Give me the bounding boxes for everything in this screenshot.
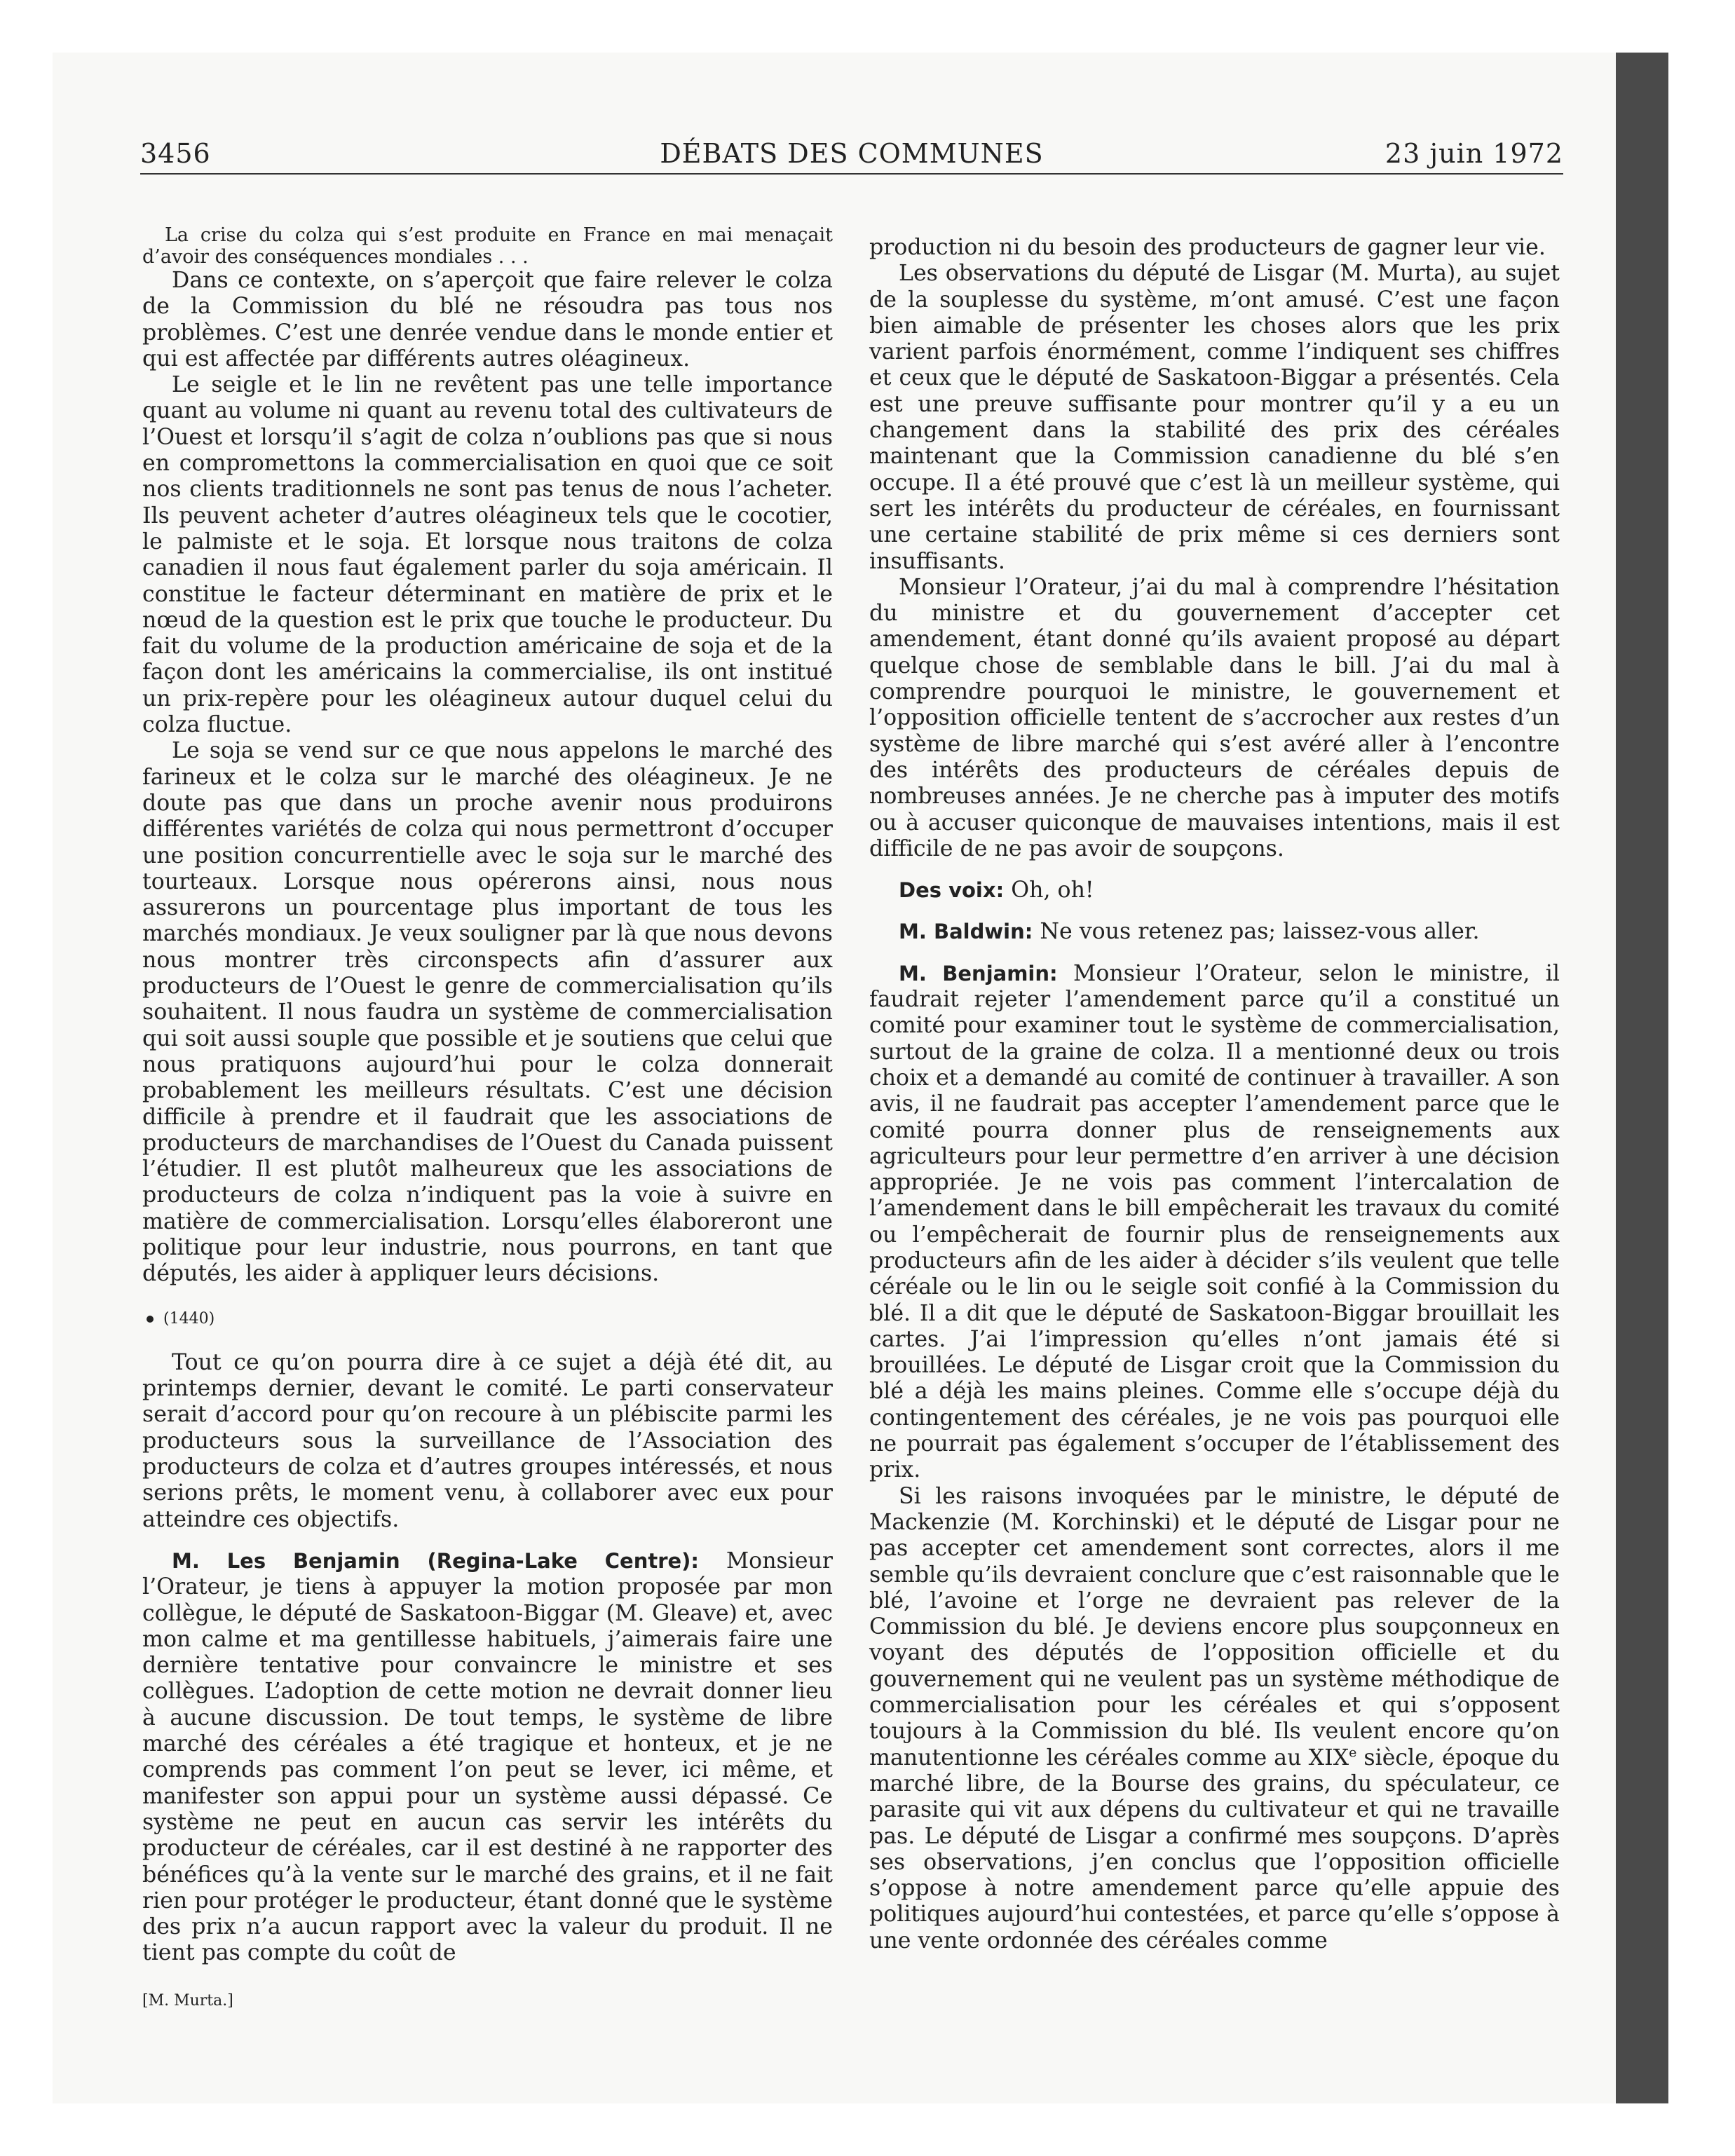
speech	[869, 919, 1560, 945]
paragraph-text-a: Si les raisons invoquées par le ministre, le député de Mackenzie (M. Korchinski) et le député de Lisgar pour ne pas accepter cet amendement sont correctes, alors il me semble qu’ils devraient conclure que c’est raisonnable que le blé, l’avoine et l’orge ne devraient pas relever de la Commission du blé. Je deviens encore plus soupçonneux en voyant des députés de l’opposition officielle et du gouvernement qui ne veulent pas un système méthodique de commercialisation pour les céréales et qui s’opposent toujours à la Commission du blé. Ils veulent encore qu’on manutentionne les céréales comme au XIX	[869, 1483, 1560, 1770]
page-number: 3456	[140, 138, 211, 169]
time-marker	[147, 1306, 833, 1332]
block-quote	[142, 224, 833, 268]
page-header	[140, 137, 1563, 175]
quote-line-1: La crise du colza qui s’est produite en France en mai menaçait	[165, 224, 833, 246]
bullet-icon	[147, 1316, 154, 1323]
superscript: e	[1349, 1745, 1357, 1761]
right-column	[869, 235, 1560, 1954]
speech	[142, 1548, 833, 1967]
paragraph: Le seigle et le lin ne revêtent pas une telle importance quant au volume ni quant au revenu total des cultivateurs de l’Ouest et lorsqu’il s’agit de colza n’oublions pas que si nous en compromettons la commercialisation en quoi que ce soit nos clients traditionnels ne sont pas tenus de nous l’acheter. Ils peuvent acheter d’autres oléagineux tels que le cocotier, le palmiste et le soja. Et lorsque nous traitons de colza canadien il nous faut également parler du soja américain. Il constitue le facteur déterminant en matière de prix et le nœud de la question est le prix que touche le producteur. Du fait du volume de la production américaine de soja et de la façon dont les américains la commercialise, ils ont institué un prix-repère pour les oléagineux autour duquel celui du colza fluctue.	[142, 372, 833, 738]
speaker-name: M. Baldwin:	[899, 920, 1033, 944]
page-date: 23 juin 1972	[1384, 138, 1563, 169]
scan-dark-edge	[1616, 53, 1668, 2103]
speaker-name: Des voix:	[899, 878, 1005, 903]
speech-text: Ne vous retenez pas; laissez-vous aller.	[1040, 919, 1480, 945]
left-column	[142, 224, 833, 2014]
paragraph: Tout ce qu’on pourra dire à ce sujet a déjà été dit, au printemps dernier, devant le comité. Le parti conservateur serait d’accord pour qu’on recoure à un plébiscite parmi les producteurs sous la surveillance de l’Association des producteurs de colza et d’autres groupes intéressés, et nous serions prêts, le moment venu, à collaborer avec eux pour atteindre ces objectifs.	[142, 1349, 833, 1532]
speech-text: Monsieur l’Orateur, selon le ministre, il faudrait rejeter l’amendement parce qu’il a constitué un comité pour examiner tout le système de commercialisation, surtout de la graine de colza. Il a mentionné deux ou trois choix et a demandé au comité de continuer à travailler. A son avis, il ne faudrait pas accepter l’amendement parce que le comité pourra donner plus de renseignements aux agriculteurs pour leur permettre d’en arriver à une décision appropriée. Je ne vois pas comment l’intercalation de l’amendement dans le bill empêcherait les travaux du comité ou l’empêcherait de fournir plus de renseignements aux producteurs afin de les aider à décider s’ils veulent que telle céréale ou le lin ou le seigle soit confié à la Commission du blé. Il a dit que le député de Saskatoon-Biggar brouillait les cartes. J’ai l’impression qu’elles n’ont jamais été si brouillées. Le député de Lisgar croit que la Commission du blé a déjà les mains pleines. Comme elle s’occupe déjà du contingentement des céréales, je ne vois pas pourquoi elle ne pourrait pas également s’occuper de l’établissement des prix.	[869, 960, 1560, 1483]
speech	[869, 878, 1560, 903]
publication-title: DÉBATS DES COMMUNES	[660, 138, 1044, 169]
paragraph: Le soja se vend sur ce que nous appelons le marché des farineux et le colza sur le marché des oléagineux. Je ne doute pas que dans un proche avenir nous produirons différentes variétés de colza qui nous permettront d’occuper une position concurrentielle avec le soja sur le marché des tourteaux. Lorsque nous opérerons ainsi, nous nous assurerons un pourcentage plus important de tous les marchés mondiaux. Je veux souligner par là que nous devons nous montrer très circonspects afin d’assurer aux producteurs de l’Ouest le genre de commercialisation qu’ils souhaitent. Il nous faudra un système de commercialisation qui soit aussi souple que possible et je soutiens que celui que nous pratiquons aujourd’hui pour le colza donnerait probablement les meilleurs résultats. C’est une décision difficile à prendre et il faudrait que les associations de producteurs de marchandises de l’Ouest du Canada puissent l’étudier. Il est plutôt malheureux que les associations de producteurs de colza n’indiquent pas la voie à suivre en matière de commercialisation. Lorsqu’elles élaboreront une politique pour leur industrie, nous pourrons, en tant que députés, les aider à appliquer leurs décisions.	[142, 738, 833, 1287]
paragraph-text-b: siècle, époque du marché libre, de la Bourse des grains, du spéculateur, ce parasite qui vit aux dépens du cultivateur et qui ne travaille pas. Le député de Lisgar a confirmé mes soupçons. D’après ses observations, j’en conclus que l’opposition officielle s’oppose à notre amendement parce qu’elle appuie des politiques aujourd’hui contestées, et parce qu’elle s’oppose à une vente ordonnée des céréales comme	[869, 1745, 1560, 1953]
paragraph: Monsieur l’Orateur, j’ai du mal à comprendre l’hésitation du ministre et du gouvernement d’accepter cet amendement, étant donné qu’ils avaient proposé au départ quelque chose de semblable dans le bill. J’ai du mal à comprendre pourquoi le ministre, le gouvernement et l’opposition officielle tentent de s’accrocher aux restes d’un système de libre marché qui s’est avéré aller à l’encontre des intérêts des producteurs de céréales depuis de nombreuses années. Je ne cherche pas à imputer des motifs ou à accuser quiconque de mauvaises intentions, mais il est difficile de ne pas avoir de soupçons.	[869, 574, 1560, 861]
speech-text: Monsieur l’Orateur, je tiens à appuyer la motion proposée par mon collègue, le député de Saskatoon-Biggar (M. Gleave) et, avec mon calme et ma gentillesse habituels, j’aimerais faire une dernière tentative pour convaincre le ministre et ses collègues. L’adoption de cette motion ne devrait donner lieu à aucune discussion. De tout temps, le système de libre marché des céréales a été tragique et honteux, et je ne comprends pas comment l’on peut se lever, ici même, et manifester son appui pour un système aussi dépassé. Ce système ne peut en aucun cas servir les intérêts du producteur de céréales, car il est destiné à ne rapporter des bénéfices qu’à la vente sur le marché des grains, et il ne fait rien pour protéger le producteur, étant donné que le système des prix n’a aucun rapport avec la valeur du produit. Il ne tient pas compte du coût de	[142, 1548, 834, 1966]
paragraph: Les observations du député de Lisgar (M. Murta), au sujet de la souplesse du système, m’ont amusé. C’est une façon bien aimable de présenter les choses alors que les prix varient parfois énormément, comme l’indiquent ses chiffres et ceux que le député de Saskatoon-Biggar a présentés. Cela est une preuve suffisante pour montrer qu’il y a eu un changement dans la stabilité des prix des céréales maintenant que la Commission canadienne du blé s’en occupe. Il a été prouvé que c’est là un meilleur système, qui sert les intérêts du producteur de céréales, en fournissant une certaine stabilité de prix même si ces derniers sont insuffisants.	[869, 261, 1560, 574]
paragraph: production ni du besoin des producteurs de gagner leur vie.	[869, 235, 1546, 260]
speaker-name: M. Benjamin:	[899, 961, 1058, 985]
paragraph	[869, 1484, 1560, 1954]
paragraph: Dans ce contexte, on s’aperçoit que faire relever le colza de la Commission du blé ne résoudra pas tous nos problèmes. C’est une denrée vendue dans le monde entier et qui est affectée par différents autres oléagineux.	[142, 268, 833, 371]
time-marker-text: (1440)	[163, 1309, 215, 1328]
speaker-name: M. Les Benjamin (Regina-Lake Centre):	[172, 1548, 700, 1573]
quote-line-2: d’avoir des conséquences mondiales . . .	[142, 246, 529, 268]
speech	[869, 961, 1560, 1484]
speech-text: Oh, oh!	[1011, 878, 1094, 903]
speaker-footnote: [M. Murta.]	[142, 1991, 233, 2010]
